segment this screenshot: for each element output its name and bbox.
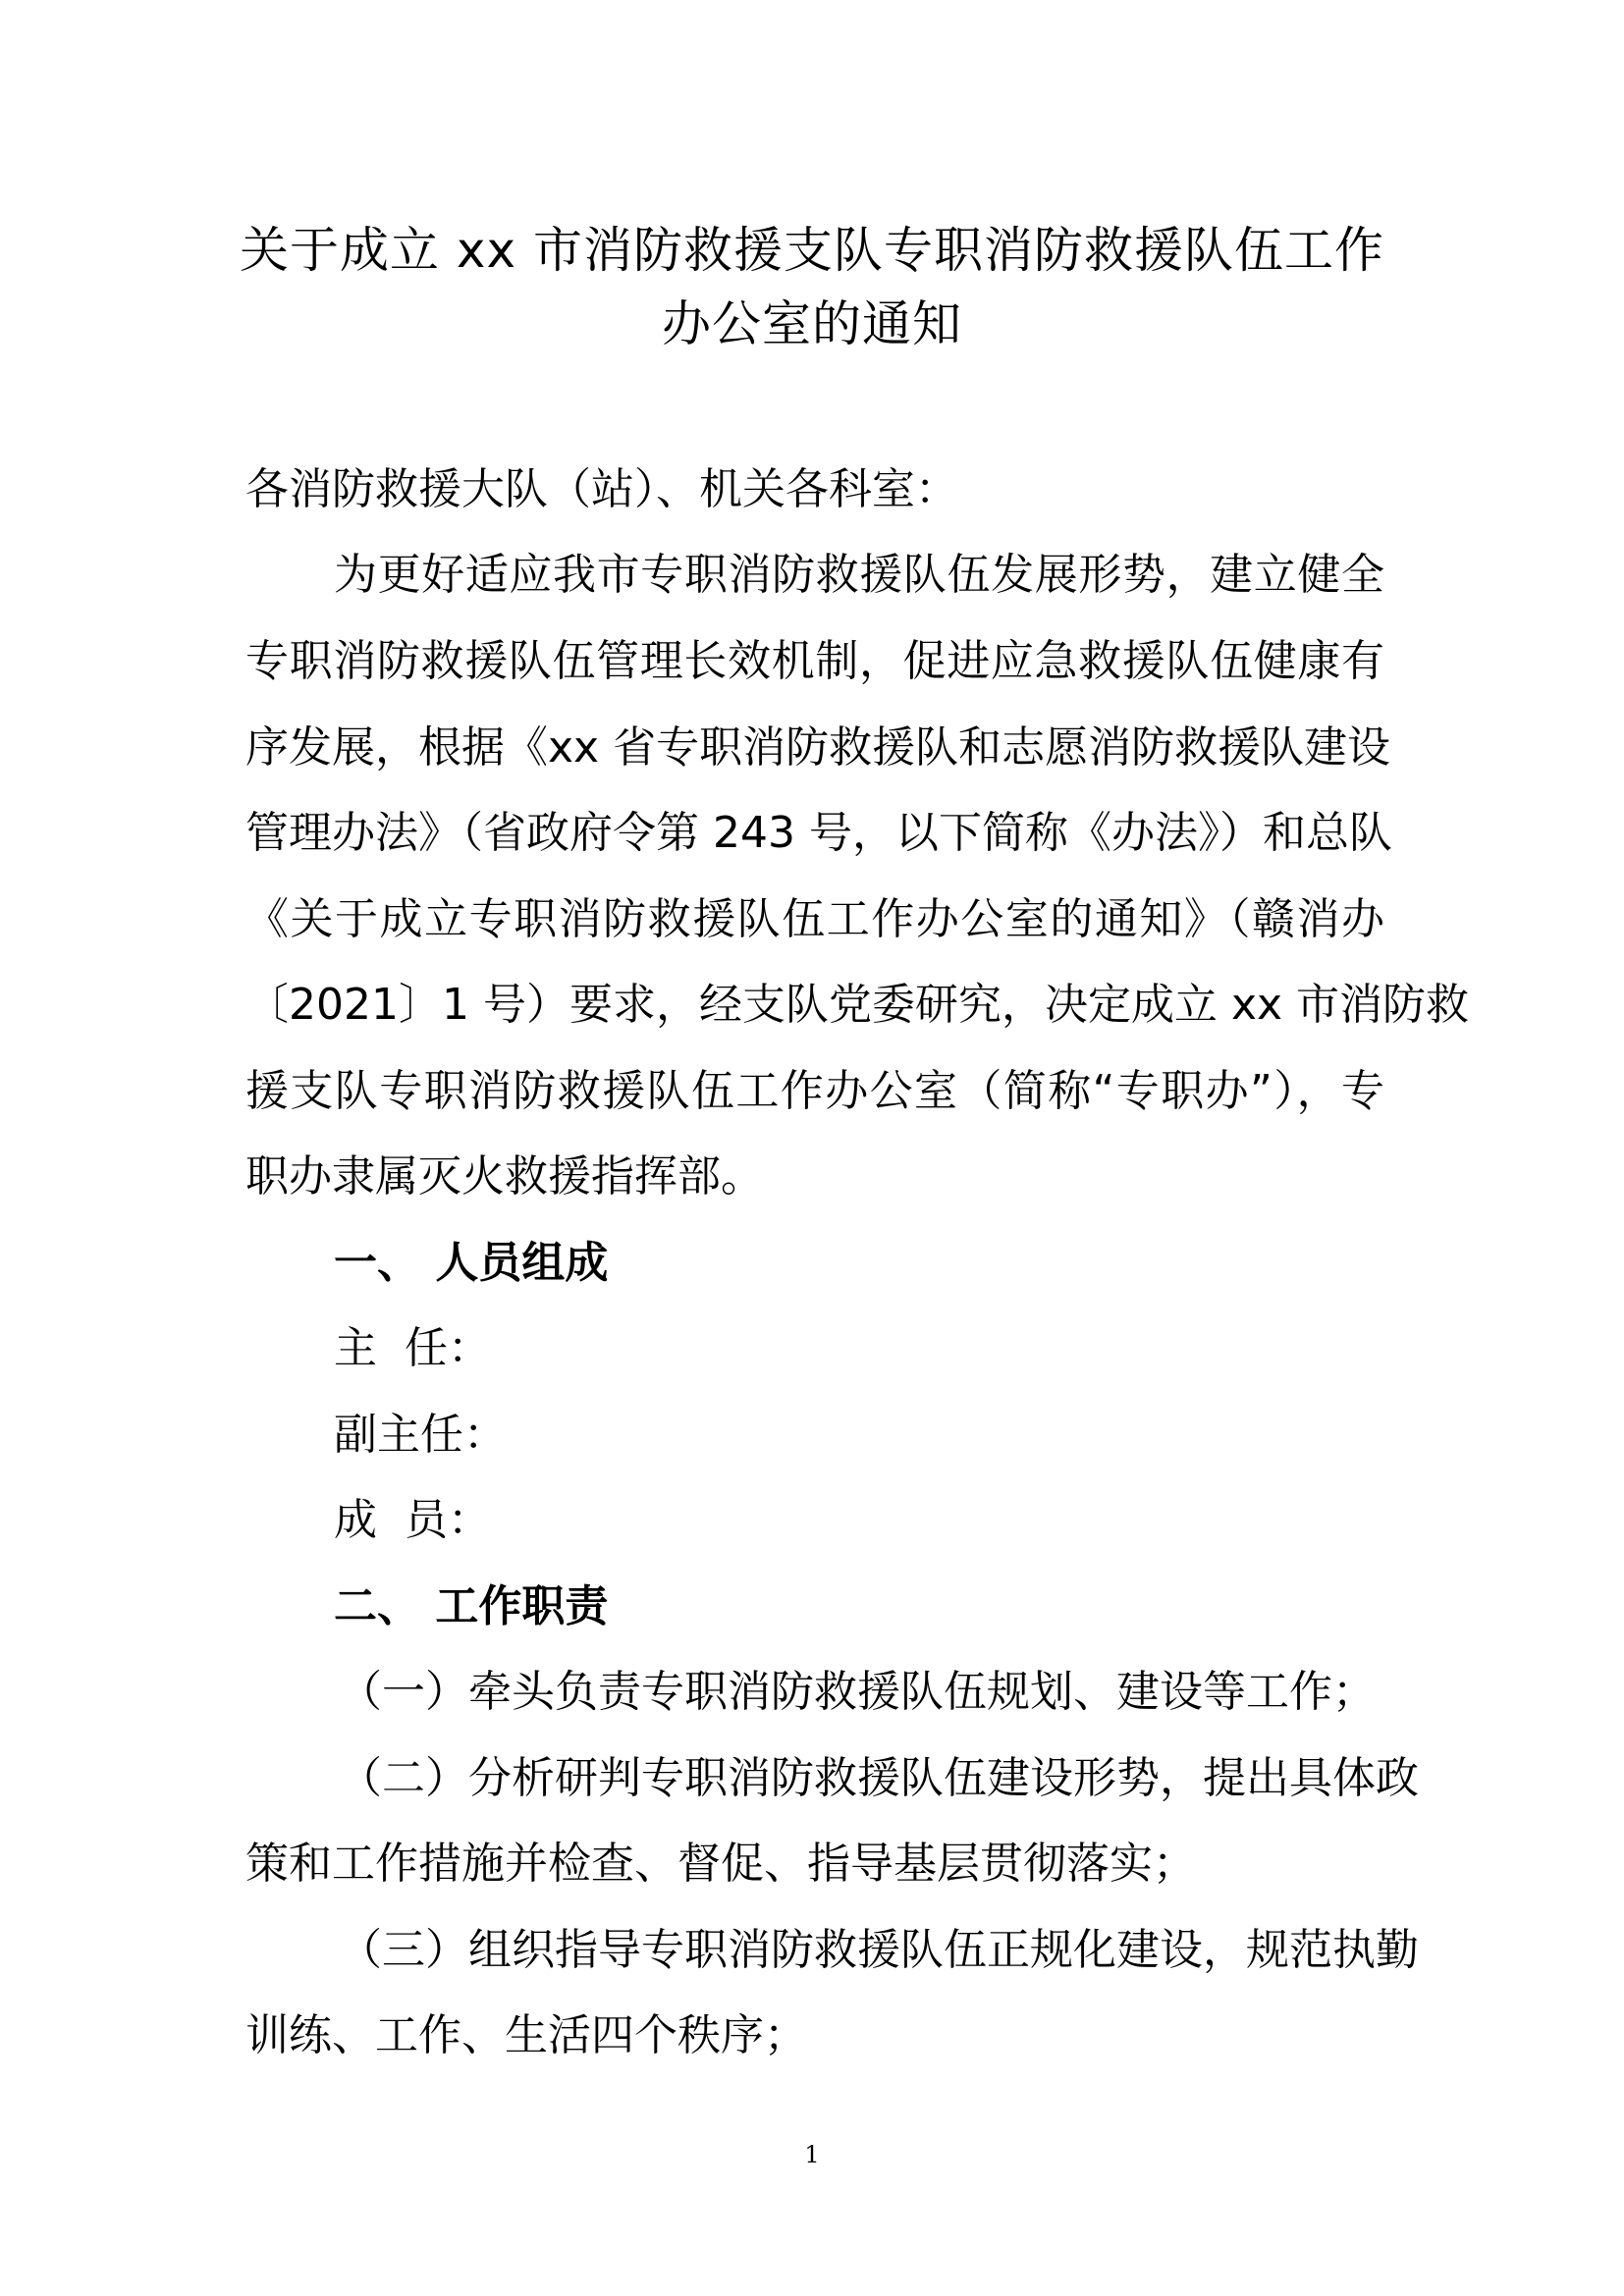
director-label: 主 任： bbox=[334, 1323, 491, 1373]
duty-item-1: （一）牵头负责专职消防救援队伍规划、建设等工作； bbox=[339, 1667, 1376, 1717]
document-title-line-1: 关于成立 xx 市消防救援支队专职消防救援队伍工作 bbox=[240, 222, 1384, 279]
intro-line-1: 为更好适应我市专职消防救援队伍发展形势，建立健全 bbox=[334, 550, 1384, 600]
intro-line-6: 〔2021〕1 号）要求，经支队党委研究，决定成立 xx 市消防救 bbox=[245, 980, 1470, 1030]
document-title-line-2: 办公室的通知 bbox=[662, 295, 962, 352]
salutation: 各消防救援大队（站）、机关各科室： bbox=[245, 464, 958, 514]
section-2-heading: 二、 工作职责 bbox=[334, 1581, 609, 1631]
duty-item-2-line-1: （二）分析研判专职消防救援队伍建设形势，提出具体政 bbox=[339, 1753, 1419, 1803]
intro-line-8: 职办隶属灭火救援指挥部。 bbox=[245, 1151, 764, 1201]
deputy-director-label: 副主任： bbox=[334, 1410, 507, 1460]
intro-line-7: 援支队专职消防救援队伍工作办公室（简称“专职办”），专 bbox=[245, 1066, 1384, 1116]
intro-line-2: 专职消防救援队伍管理长效机制，促进应急救援队伍健康有 bbox=[245, 636, 1384, 686]
duty-item-2-line-2: 策和工作措施并检查、督促、指导基层贯彻落实； bbox=[245, 1839, 1196, 1889]
duty-item-3-line-2: 训练、工作、生活四个秩序； bbox=[245, 2010, 807, 2060]
intro-line-3: 序发展，根据《xx 省专职消防救援队和志愿消防救援队建设 bbox=[245, 722, 1391, 773]
page-number: 1 bbox=[804, 2141, 820, 2168]
members-label: 成 员： bbox=[334, 1495, 491, 1545]
section-1-heading: 一、 人员组成 bbox=[334, 1238, 609, 1288]
intro-line-5: 《关于成立专职消防救援队伍工作办公室的通知》（赣消办 bbox=[245, 894, 1384, 944]
intro-line-4: 管理办法》（省政府令第 243 号，以下简称《办法》）和总队 bbox=[245, 808, 1392, 858]
duty-item-3-line-1: （三）组织指导专职消防救援队伍正规化建设，规范执勤 bbox=[339, 1925, 1419, 1975]
